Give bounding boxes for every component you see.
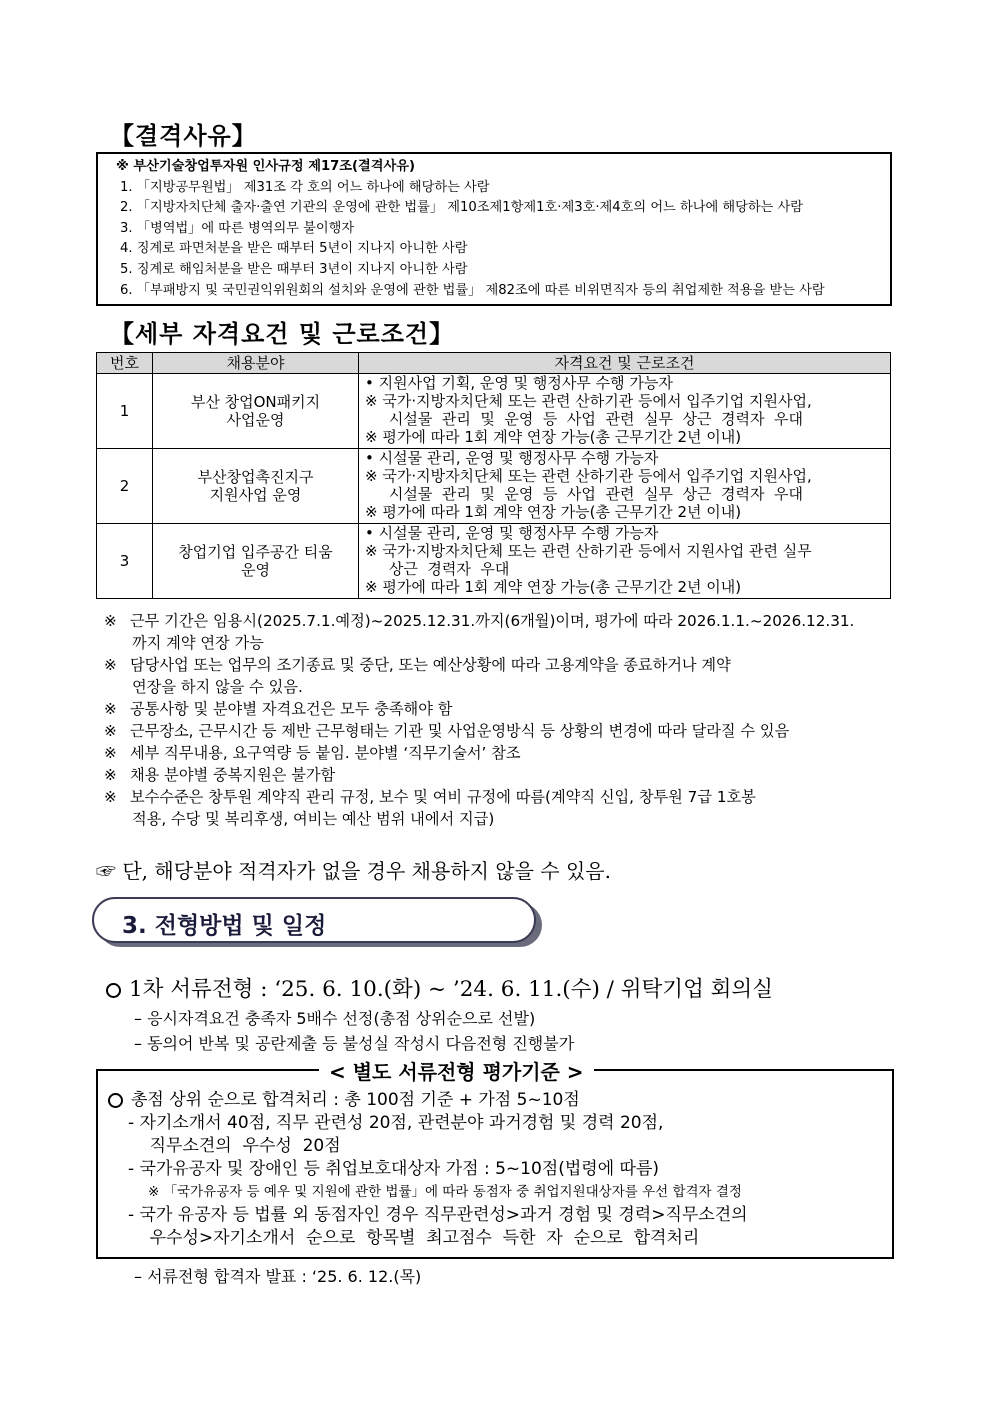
field-line: 사업운영 [226,411,285,429]
stage1-sub: – 동의어 반복 및 공란제출 등 불성실 작성시 다음전형 진행불가 [134,1034,575,1053]
disqualification-box [96,152,892,306]
row-conditions [359,449,891,524]
condition-line: 시설물 관리 및 운영 등 사업 관련 실무 상근 경력자 우대 [365,410,803,428]
criteria-line: - 국가유공자 및 장애인 등 취업보호대상자 가점 : 5~10점(법령에 따름) [128,1159,660,1179]
row-field [153,449,359,524]
table-header-row [97,353,891,374]
circle-bullet-icon [108,1093,123,1108]
column-header-number: 번호 [97,353,153,374]
note-continuation: 연장을 하지 않을 수 있음. [132,678,303,696]
disqualification-item: 3. 「병역법」에 따른 병역의무 불이행자 [120,220,355,236]
announcement: – 서류전형 합격자 발표 : ‘25. 6. 12.(목) [134,1267,422,1286]
table-row [97,374,891,449]
disqualification-item: 2. 「지방자치단체 출자·출연 기관의 운영에 관한 법률」 제10조제1항제1호·제3호·제4호의 어느 하나에 해당하는 사람 [120,200,804,216]
row-number: 3 [97,524,153,599]
note-mark: ※ [104,656,117,674]
note-item [104,720,904,742]
criteria-text: 총점 상위 순으로 합격처리 : 총 100점 기준 + 가점 5~10점 [131,1090,580,1110]
final-note: ☞ 단, 해당분야 적격자가 없을 경우 채용하지 않을 수 있음. [96,859,611,883]
column-header-conditions: 자격요건 및 근로조건 [359,353,891,374]
column-header-field: 채용분야 [153,353,359,374]
field-line: 부산창업촉진지구 [197,468,314,486]
condition-line: ※ 국가·지방자치단체 또는 관련 산하기관 등에서 입주기업 지원사업, [365,467,812,485]
row-conditions [359,374,891,449]
stage1-text: 1차 서류전형 : ‘25. 6. 10.(화) ~ ’24. 6. 11.(수) / 위탁기업 회의실 [129,977,773,1002]
stage1-title [106,972,773,1003]
row-field [153,524,359,599]
note-mark: ※ [104,766,117,784]
disqualification-item: 5. 징계로 해임처분을 받은 때부터 3년이 지나지 아니한 사람 [120,261,468,277]
criteria-line: 직무소견의 우수성 20점 [128,1136,341,1156]
note-item [104,698,904,720]
note-text: 세부 직무내용, 요구역량 등 붙임. 분야별 ‘직무기술서’ 참조 [130,744,521,762]
section-title: 3. 전형방법 및 일정 [122,913,327,939]
note-mark: ※ [104,700,117,718]
note-text: 근무장소, 근무시간 등 제반 근무형태는 기관 및 사업운영방식 등 상황의 변경에 따라 달라질 수 있음 [130,722,790,740]
table-row [97,449,891,524]
row-number: 1 [97,374,153,449]
stage1-sub: – 응시자격요건 충족자 5배수 선정(총점 상위순으로 선발) [134,1009,536,1028]
condition-line: ※ 평가에 따라 1회 계약 연장 가능(총 근무기간 2년 이내) [365,428,742,446]
note-mark: ※ [104,788,117,806]
note-text: 근무 기간은 임용시(2025.7.1.예정)~2025.12.31.까지(6개월)이며, 평가에 따라 2026.1.1.~2026.12.31. [130,612,855,630]
criteria-line: ※ 「국가유공자 등 예우 및 지원에 관한 법률」에 따라 동점자 중 취업지원대상자를 우선 합격자 결정 [148,1184,742,1200]
row-number: 2 [97,449,153,524]
condition-line: 시설물 관리 및 운영 등 사업 관련 실무 상근 경력자 우대 [365,485,803,503]
condition-line: ※ 평가에 따라 1회 계약 연장 가능(총 근무기간 2년 이내) [365,503,742,521]
note-item [104,764,904,786]
criteria-line: - 자기소개서 40점, 직무 관련성 20점, 관련분야 과거경험 및 경력 20점, [128,1113,664,1133]
row-conditions [359,524,891,599]
field-line: 운영 [241,561,270,579]
note-item [104,742,904,764]
note-mark: ※ [104,744,117,762]
note-item [104,610,904,632]
criteria-line: 우수성>자기소개서 순으로 항목별 최고점수 득한 자 순으로 합격처리 [128,1228,700,1248]
condition-line: ※ 국가·지방자치단체 또는 관련 산하기관 등에서 지원사업 관련 실무 [365,542,812,560]
condition-line: ※ 국가·지방자치단체 또는 관련 산하기관 등에서 입주기업 지원사업, [365,392,812,410]
note-mark: ※ [104,722,117,740]
condition-line: • 시설물 관리, 운영 및 행정사무 수행 가능자 [365,449,659,467]
circle-bullet-icon [106,983,121,998]
disqualification-heading: 【결격사유】 [110,121,257,150]
note-mark: ※ [104,612,117,630]
criteria-line [108,1089,748,1112]
note-continuation: 까지 계약 연장 가능 [132,634,264,652]
condition-line: 상근 경력자 우대 [365,560,510,578]
note-text: 보수수준은 창투원 계약직 관리 규정, 보수 및 여비 규정에 따름(계약직 신입, 창투원 7급 1호봉 [130,788,756,806]
note-text: 공통사항 및 분야별 자격요건은 모두 충족해야 함 [130,700,453,718]
disqualification-rule: ※ 부산기술창업투자원 인사규정 제17조(결격사유) [116,159,416,174]
field-line: 창업기업 입주공간 티움 [178,543,333,561]
condition-line: ※ 평가에 따라 1회 계약 연장 가능(총 근무기간 2년 이내) [365,578,742,596]
section-banner [92,897,544,949]
disqualification-item: 4. 징계로 파면처분을 받은 때부터 5년이 지나지 아니한 사람 [120,241,468,257]
note-text: 채용 분야별 중복지원은 불가함 [130,766,336,784]
note-text: 담당사업 또는 업무의 조기종료 및 중단, 또는 예산상황에 따라 고용계약을 종료하거나 계약 [130,656,731,674]
criteria-title: < 별도 서류전형 평가기준 > [319,1056,594,1085]
disqualification-item: 1. 「지방공무원법」 제31조 각 호의 어느 하나에 해당하는 사람 [120,179,490,195]
note-continuation: 적용, 수당 및 복리후생, 여비는 예산 범위 내에서 지급) [132,810,495,828]
condition-line: • 시설물 관리, 운영 및 행정사무 수행 가능자 [365,524,659,542]
field-line: 부산 창업ON패키지 [190,393,321,411]
note-item [104,786,904,808]
notes-list [104,610,904,830]
requirements-heading: 【세부 자격요건 및 근로조건】 [110,319,455,348]
requirements-table [96,352,891,599]
table-row [97,524,891,599]
note-item [104,654,904,676]
row-field [153,374,359,449]
disqualification-item: 6. 「부패방지 및 국민권익위원회의 설치와 운영에 관한 법률」 제82조에 따른 비위면직자 등의 취업제한 적용을 받는 사람 [120,282,825,298]
criteria-lines [108,1089,748,1250]
condition-line: • 지원사업 기획, 운영 및 행정사무 수행 가능자 [365,374,673,392]
criteria-line: - 국가 유공자 등 법률 외 동점자인 경우 직무관련성>과거 경험 및 경력>직무소견의 [128,1205,748,1225]
field-line: 지원사업 운영 [209,486,302,504]
